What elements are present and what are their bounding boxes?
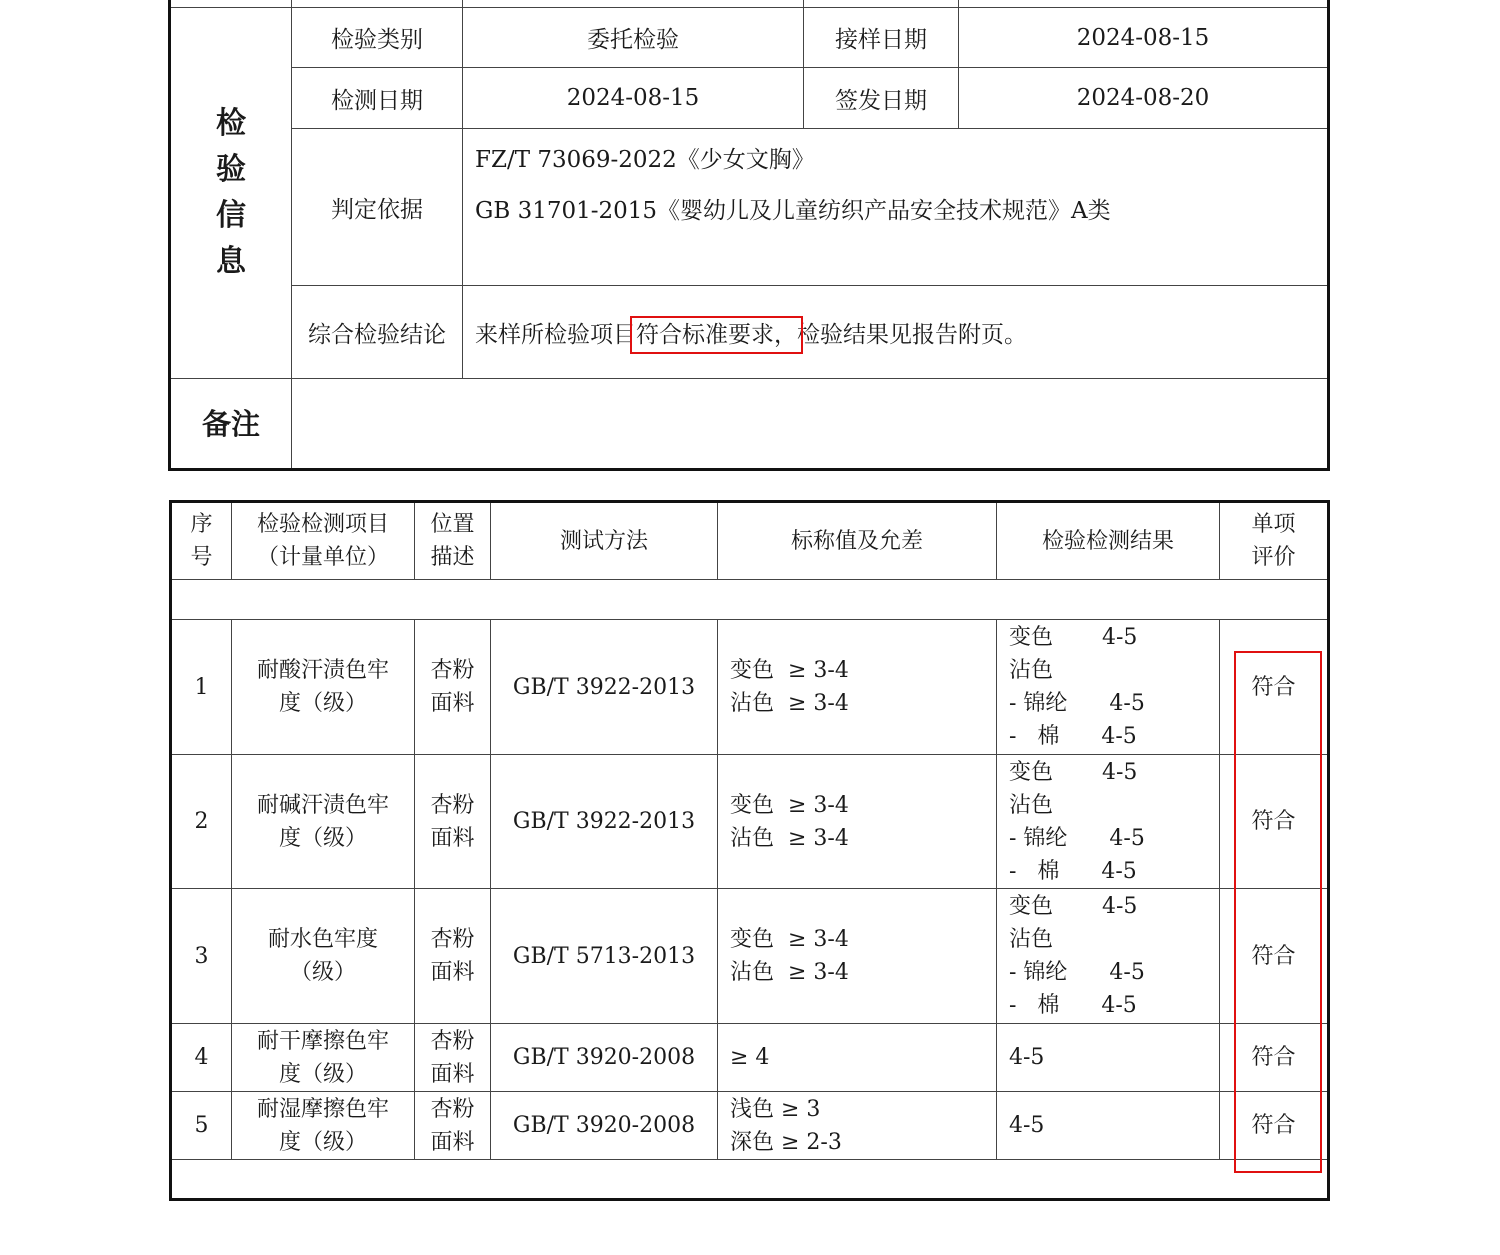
cell-result [997, 755, 1220, 889]
header-item: 检验检测项目 （计量单位） [232, 502, 415, 580]
position-line: 面料 [430, 960, 475, 985]
cell-nominal [718, 1024, 997, 1092]
cell-method: GB/T 3922-2013 [491, 620, 718, 755]
header-result: 检验检测结果 [997, 502, 1220, 580]
cell-position [415, 1024, 491, 1092]
result-line: 沾色 [1009, 792, 1054, 818]
nominal-line: 沾色 ≥ 3-4 [730, 691, 849, 716]
cell-item [232, 620, 415, 755]
result-line: 沾色 [1009, 658, 1054, 683]
item-line: 耐酸汗渍色牢 [256, 658, 389, 683]
nominal-line: 变色 ≥ 3-4 [730, 792, 849, 818]
cell-item [232, 889, 415, 1024]
table-row [171, 1024, 1329, 1092]
basis-value [463, 129, 1329, 286]
result-line: - 锦纶 4-5 [1009, 691, 1145, 716]
conclusion-suffix: 检验结果见报告附页。 [797, 321, 1027, 348]
item-line: （级） [289, 960, 356, 985]
cell-evaluation: 符合 [1220, 755, 1329, 889]
cell-result [997, 1092, 1220, 1160]
position-line: 面料 [430, 1129, 475, 1155]
issue-date-label: 签发日期 [804, 68, 959, 129]
item-line: 度（级） [278, 1129, 367, 1155]
nominal-line: 浅色 ≥ 3 [730, 1096, 821, 1122]
conclusion-prefix: 来样所检验项目 [475, 321, 636, 348]
result-line: - 棉 4-5 [1009, 993, 1137, 1018]
cell-nominal [718, 755, 997, 889]
header-seq: 序 号 [171, 502, 232, 580]
position-line: 杏粉 [430, 792, 475, 818]
test-date-label: 检测日期 [292, 68, 463, 129]
header-nominal: 标称值及允差 [718, 502, 997, 580]
conclusion-label: 综合检验结论 [292, 286, 463, 379]
result-line: - 锦纶 4-5 [1009, 960, 1145, 985]
table-row [171, 1092, 1329, 1160]
item-line: 度（级） [278, 691, 367, 716]
cell-seq: 4 [171, 1024, 232, 1092]
result-line: 变色 4-5 [1009, 625, 1138, 650]
cell-seq: 3 [171, 889, 232, 1024]
table-spacer-row [171, 580, 1329, 620]
cell-evaluation: 符合 [1220, 1092, 1329, 1160]
item-line: 耐干摩擦色牢 [256, 1028, 389, 1054]
position-line: 杏粉 [430, 927, 475, 952]
table-row [171, 755, 1329, 889]
cell-seq: 2 [171, 755, 232, 889]
nominal-line: 深色 ≥ 2-3 [730, 1129, 842, 1155]
results-table [169, 500, 1330, 1201]
item-line: 度（级） [278, 825, 367, 851]
result-line: 4-5 [1009, 1113, 1045, 1138]
nominal-line: ≥ 4 [730, 1045, 770, 1070]
cell-item [232, 755, 415, 889]
category-label: 检验类别 [292, 8, 463, 68]
section-char: 检 [216, 106, 246, 141]
inspection-info-table [168, 0, 1330, 471]
basis-line: FZ/T 73069-2022《少女文胸》 [475, 147, 815, 173]
cell-result [997, 1024, 1220, 1092]
table-footer-row [171, 1160, 1329, 1200]
nominal-line: 沾色 ≥ 3-4 [730, 960, 849, 985]
result-line: 沾色 [1009, 927, 1054, 952]
category-value: 委托检验 [463, 8, 804, 68]
position-line: 杏粉 [430, 1096, 475, 1122]
cell-result [997, 620, 1220, 755]
cell-seq: 1 [171, 620, 232, 755]
nominal-line: 变色 ≥ 3-4 [730, 658, 849, 683]
basis-label: 判定依据 [292, 129, 463, 286]
result-line: - 棉 4-5 [1009, 724, 1137, 749]
issue-date-value: 2024-08-20 [959, 68, 1329, 129]
cell-result [997, 889, 1220, 1024]
table-row [171, 889, 1329, 1024]
position-line: 面料 [430, 825, 475, 851]
item-line: 耐水色牢度 [267, 927, 378, 952]
basis-line: GB 31701-2015《婴幼儿及儿童纺织产品安全技术规范》A类 [475, 198, 1111, 224]
cell-method: GB/T 3920-2008 [491, 1092, 718, 1160]
cell-method: GB/T 3922-2013 [491, 755, 718, 889]
item-line: 耐湿摩擦色牢 [256, 1096, 389, 1122]
cell-seq: 5 [171, 1092, 232, 1160]
section-char: 验 [216, 152, 246, 187]
result-line: 变色 4-5 [1009, 894, 1138, 919]
cell-evaluation: 符合 [1220, 889, 1329, 1024]
nominal-line: 变色 ≥ 3-4 [730, 927, 849, 952]
position-line: 面料 [430, 691, 475, 716]
cell-position [415, 889, 491, 1024]
inspection-info-section-label [170, 8, 292, 379]
position-line: 杏粉 [430, 658, 475, 683]
section-char: 信 [216, 198, 246, 233]
cell-nominal [718, 1092, 997, 1160]
header-position: 位置 描述 [415, 502, 491, 580]
cell-evaluation: 符合 [1220, 1024, 1329, 1092]
cell-position [415, 1092, 491, 1160]
cell-method: GB/T 5713-2013 [491, 889, 718, 1024]
remarks-label: 备注 [170, 379, 292, 470]
cell-position [415, 620, 491, 755]
cell-evaluation: 符合 [1220, 620, 1329, 755]
result-line: 变色 4-5 [1009, 759, 1138, 785]
test-date-value: 2024-08-15 [463, 68, 804, 129]
nominal-line: 沾色 ≥ 3-4 [730, 825, 849, 851]
result-line: 4-5 [1009, 1045, 1045, 1070]
remarks-value [292, 379, 1329, 470]
result-line: - 棉 4-5 [1009, 858, 1137, 884]
cell-item [232, 1092, 415, 1160]
item-line: 度（级） [278, 1061, 367, 1087]
conclusion-value [463, 286, 1329, 379]
cell-position [415, 755, 491, 889]
receive-date-label: 接样日期 [804, 8, 959, 68]
cell-nominal [718, 889, 997, 1024]
header-method: 测试方法 [491, 502, 718, 580]
header-evaluation: 单项 评价 [1220, 502, 1329, 580]
cell-method: GB/T 3920-2008 [491, 1024, 718, 1092]
result-line: - 锦纶 4-5 [1009, 825, 1145, 851]
table-row [171, 620, 1329, 755]
section-char: 息 [216, 244, 246, 279]
conclusion-highlight: 符合标准要求， [636, 321, 797, 348]
table-header-row [171, 502, 1329, 580]
item-line: 耐碱汗渍色牢 [256, 792, 389, 818]
receive-date-value: 2024-08-15 [959, 8, 1329, 68]
position-line: 杏粉 [430, 1028, 475, 1054]
position-line: 面料 [430, 1061, 475, 1087]
cell-item [232, 1024, 415, 1092]
cell-nominal [718, 620, 997, 755]
